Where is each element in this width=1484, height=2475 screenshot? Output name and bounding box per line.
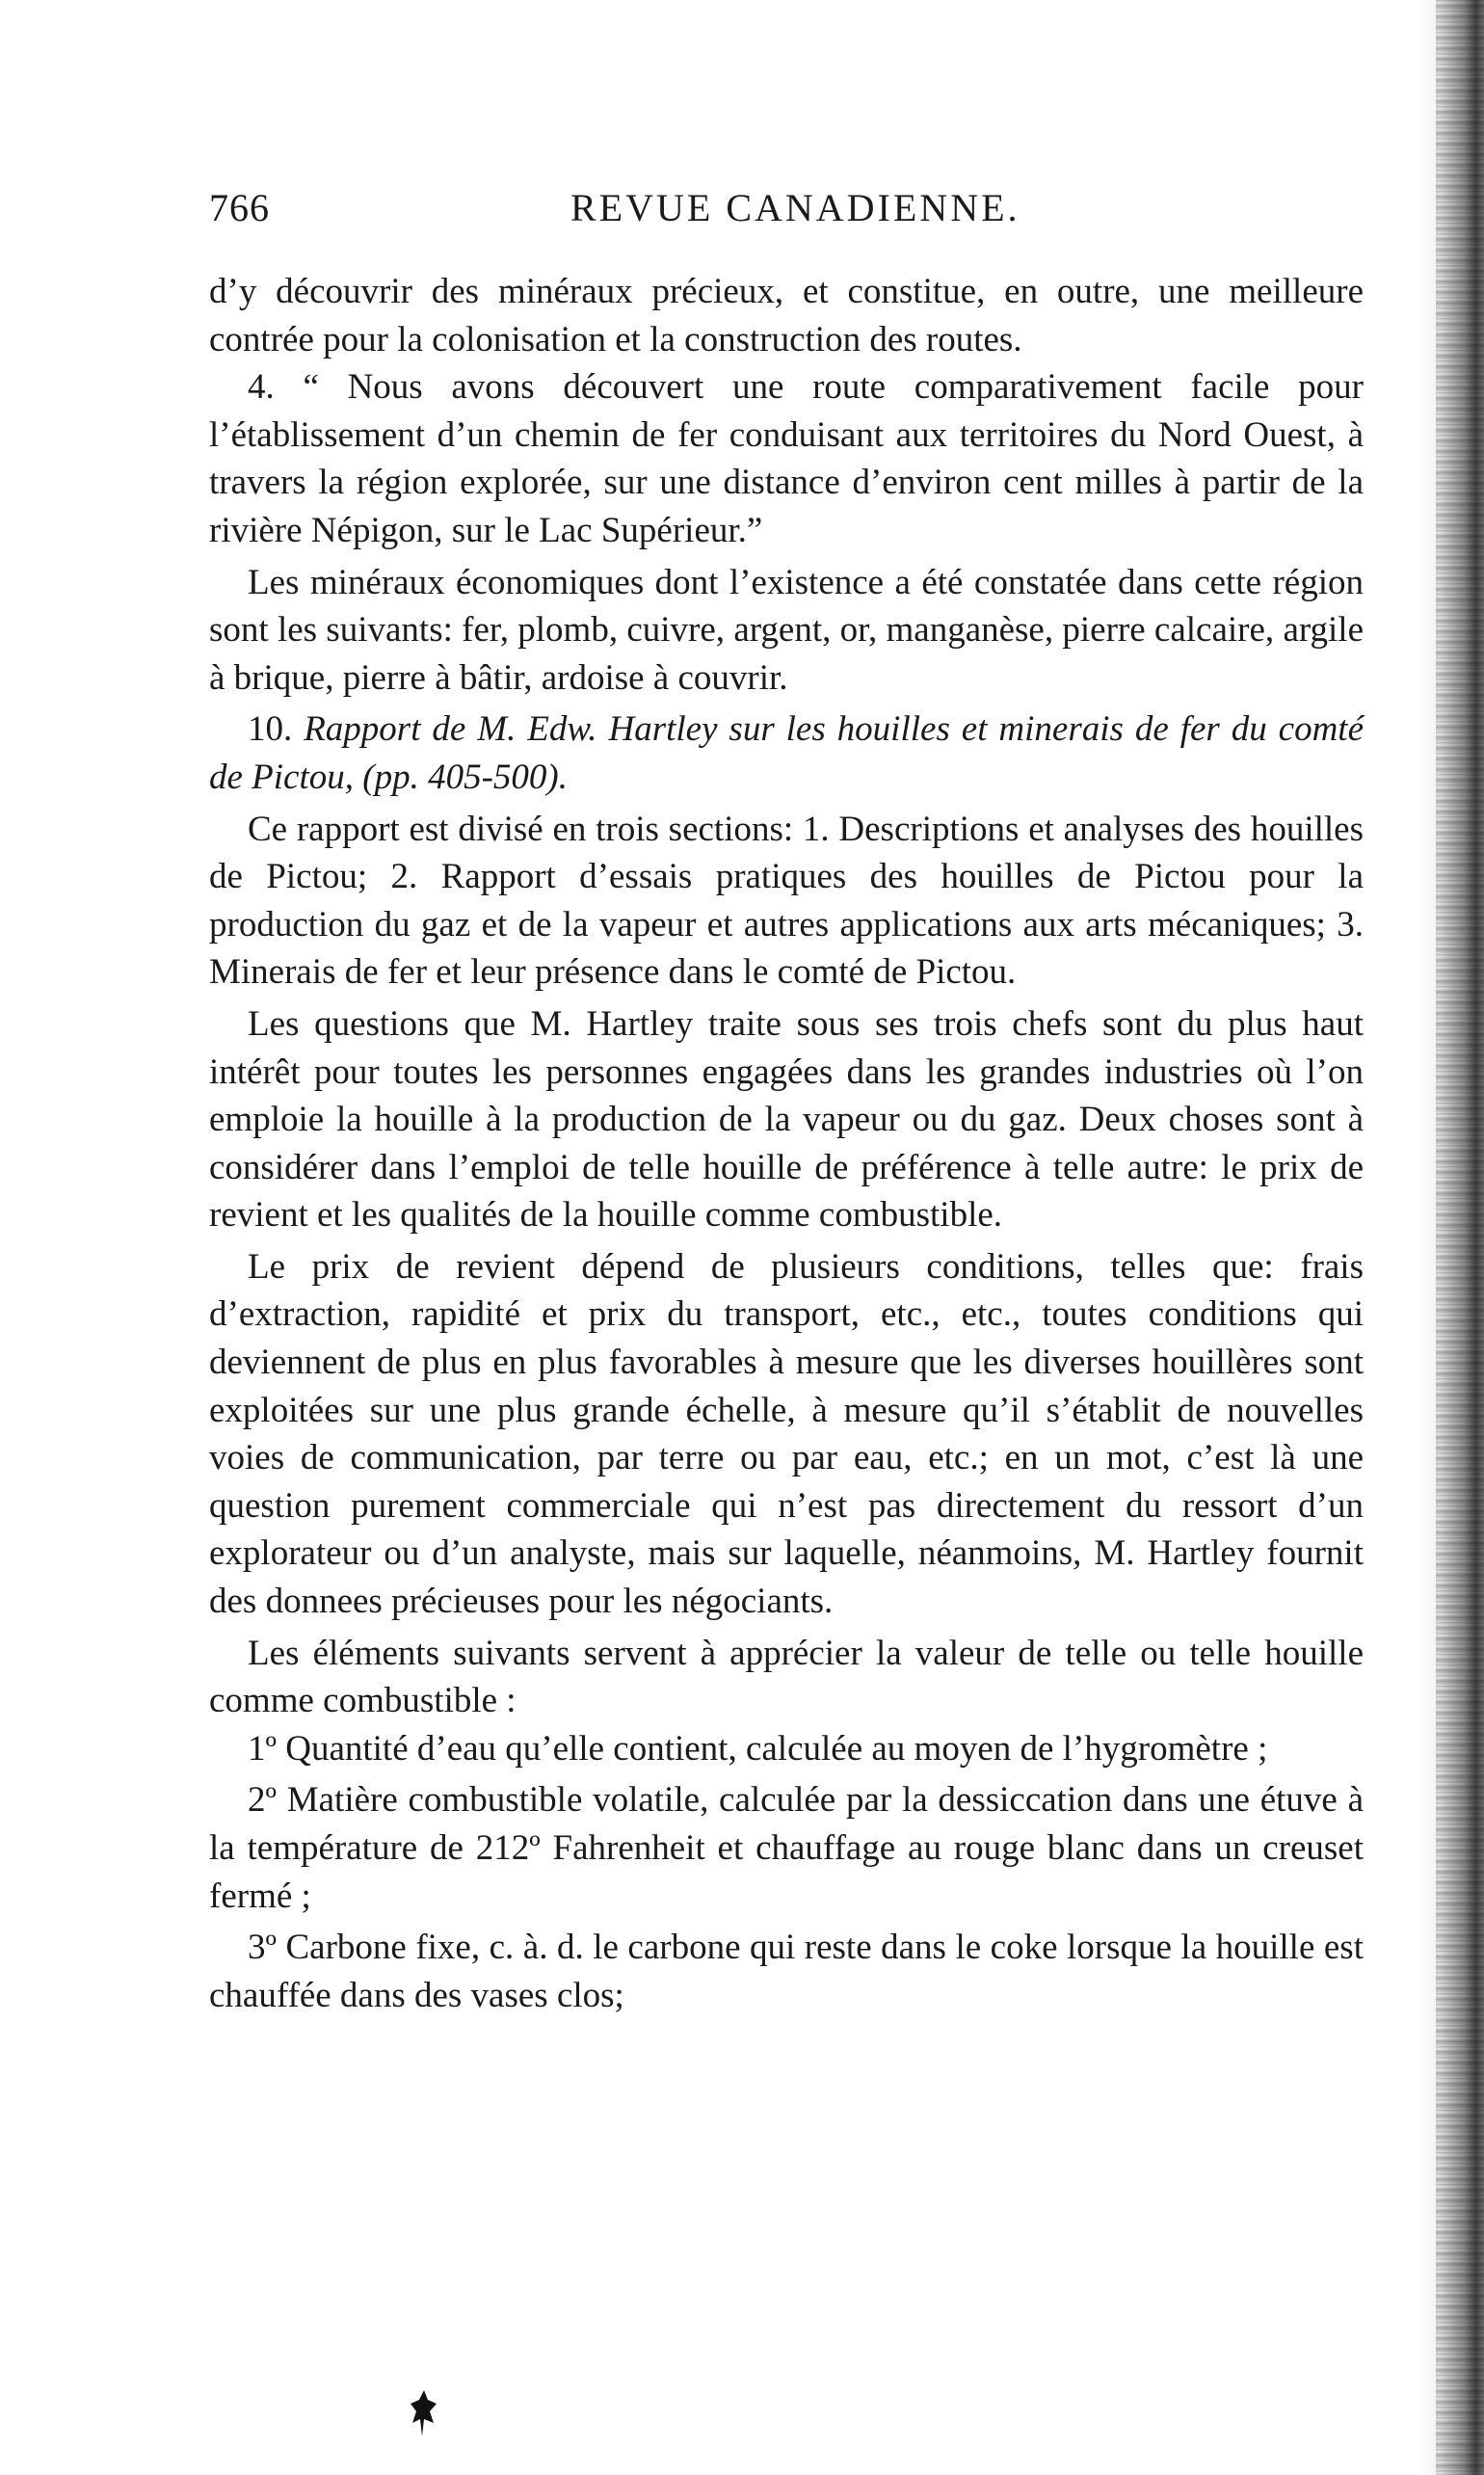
list-item-3: 3º Carbone fixe, c. à. d. le carbone qui reste dans le coke lorsque la houille est chauffée dans des vases clos; [209,1928,1364,2015]
paragraph-minerals: Les minéraux économiques dont l’existence a été constatée dans cette région sont les suivants: fer, plomb, cuivre, argent, or, manganèse, pierre calcaire, argile à brique, pierre à bâtir, ardoise à couvrir. [209,562,1364,698]
paragraph-quote-4: 4. “ Nous avons découvert une route comparativement facile pour l’établissement d’un chemin de fer conduisant aux territoires du Nord Ouest, à travers la région explorée, sur une distance d’environ cent milles à partir de la rivière Népigon, sur le Lac Supérieur.” [209,367,1364,550]
paragraph-prix-revient: Le prix de revient dépend de plusieurs conditions, telles que: frais d’extraction, rapidité et prix du transport, etc., etc., toutes conditions qui deviennent de plus en plus favorables à mesure que les diverses houillères sont exploitées sur une plus grande échelle, à mesure qu’il s’établit de nouvelles voies de communication, par terre ou par eau, etc.; en un mot, c’est là une question purement commerciale qui n’est pas directement du ressort d’un explorateur ou d’un analyste, mais sur laquelle, néanmoins, M. Hartley fournit des donnees précieuses pour les négociants. [209,1246,1364,1622]
paragraph-elements: Les éléments suivants servent à apprécier la valeur de telle ou telle houille comme combustible : [209,1633,1364,1721]
report-heading [209,705,1364,801]
page-number: 766 [209,186,270,229]
list-item-1: 1º Quantité d’eau qu’elle contient, calculée au moyen de l’hygromètre ; [248,1728,1268,1769]
body-text [209,268,1364,2019]
printer-ornament-icon [411,2390,437,2436]
paragraph-sections: Ce rapport est divisé en trois sections: 1. Descriptions et analyses des houilles de Pictou; 2. Rapport d’essais pratiques des houilles de Pictou pour la production du gaz et de la vapeur et autres applications aux arts mécaniques; 3. Minerais de fer et leur présence dans le comté de Pictou. [209,809,1364,993]
paragraph-questions: Les questions que M. Hartley traite sous ses trois chefs sont du plus haut intérêt pour toutes les personnes engagées dans les grandes industries où l’on emploie la houille à la production de la vapeur ou du gaz. Deux choses sont à considérer dans l’emploi de telle houille de préférence à telle autre: le prix de revient et les qualités de la houille comme combustible. [209,1003,1364,1236]
page-header [209,185,1362,243]
page-edge-texture [1436,0,1484,2475]
paragraph-continuation: d’y découvrir des minéraux précieux, et constitue, en outre, une meilleure contrée pour la colonisation et la construction des routes. [209,272,1364,359]
report-pages: (pp. 405-500). [362,757,568,797]
report-number: 10. [248,709,293,750]
running-title: REVUE CANADIENNE. [570,186,1020,229]
list-item-2: 2º Matière combustible volatile, calculée par la dessiccation dans une étuve à la température de 212º Fahrenheit et chauffage au rouge blanc dans un creuset fermé ; [209,1780,1364,1916]
report-title: Rapport de M. Edw. Hartley sur les houilles et minerais de fer du comté de Pictou, [209,709,1364,797]
